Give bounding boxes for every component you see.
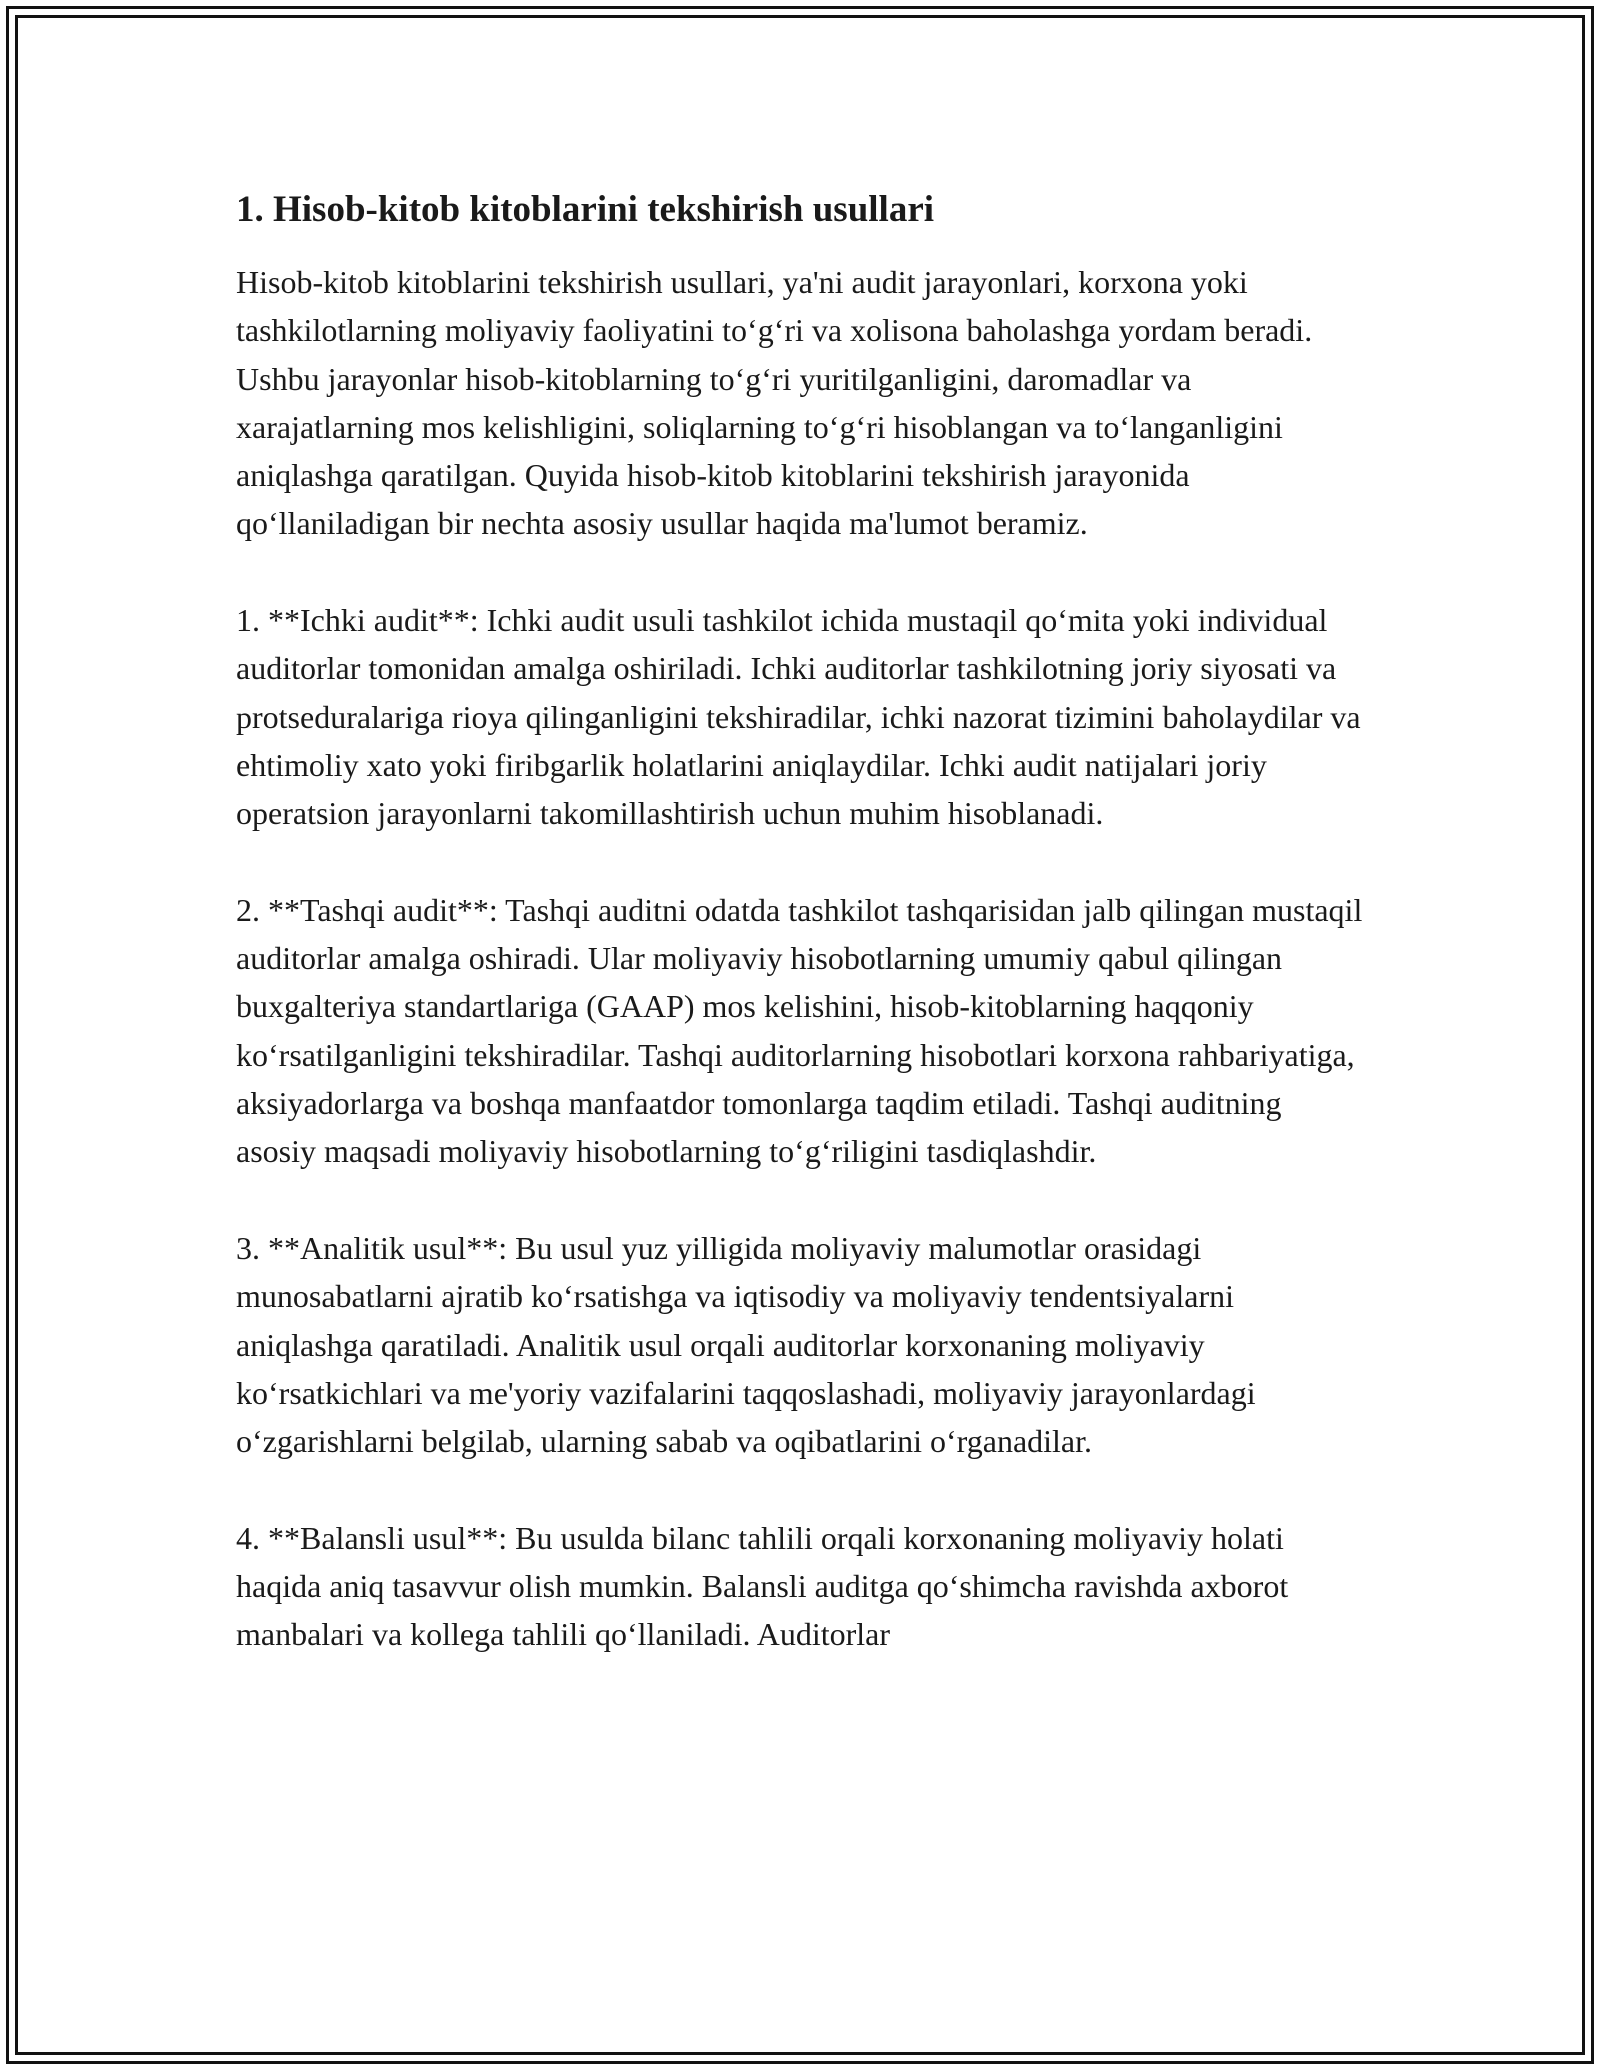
paragraph-external-audit: 2. **Tashqi audit**: Tashqi auditni odatda tashkilot tashqarisidan jalb qilingan mustaqil auditorlar amalga oshiradi. Ular moliyaviy hisobotlarning umumiy qabul qilingan buxgalteriya standartlariga (GAAP) mos kelishini, hisob-kitoblarning haqqoniy ko‘rsatilganligini tekshiradilar. Tashqi auditorlarning hisobotlari korxona rahbariyatiga, aksiyadorlarga va boshqa manfaatdor tomonlarga taqdim etiladi. Tashqi auditning asosiy maqsadi moliyaviy hisobotlarning to‘g‘riligini tasdiqlashdir. [236,891,1363,1170]
paragraph-analytic-method: 3. **Analitik usul**: Bu usul yuz yilligida moliyaviy malumotlar orasidagi munosabatlarni ajratib ko‘rsatishga va iqtisodiy va moliyaviy tendentsiyalarni aniqlashga qaratiladi. Analitik usul orqali auditorlar korxonaning moliyaviy ko‘rsatkichlari va me'yoriy vazifalarini taqqoslashadi, moliyaviy jarayonlardagi o‘zgarishlarni belgilab, ularning sabab va oqibatlarini o‘rganadilar. [236,1229,1256,1460]
section-heading: 1. Hisob-kitob kitoblarini tekshirish usullari [236,189,935,230]
paragraph-balance-method: 4. **Balansli usul**: Bu usulda bilanc tahlili orqali korxonaning moliyaviy holati haqida aniq tasavvur olish mumkin. Balansli auditga qo‘shimcha ravishda axborot manbalari va kollega tahlili qo‘llaniladi. Auditorlar [236,1519,1289,1653]
document-body [236,186,1366,1659]
paragraph-internal-audit: 1. **Ichki audit**: Ichki audit usuli tashkilot ichida mustaqil qo‘mita yoki individual auditorlar tomonidan amalga oshiriladi. Ichki auditorlar tashkilotning joriy siyosati va protseduralariga rioya qilinganligini tekshiradilar, ichki nazorat tizimini baholaydilar va ehtimoliy xato yoki firibgarlik holatlarini aniqlaydilar. Ichki audit natijalari joriy operatsion jarayonlarni takomillashtirish uchun muhim hisoblanadi. [236,602,1361,832]
intro-paragraph: Hisob-kitob kitoblarini tekshirish usullari, ya'ni audit jarayonlari, korxona yoki tashkilotlarning moliyaviy faoliyatini to‘g‘ri va xolisona baholashga yordam beradi. Ushbu jarayonlar hisob-kitoblarning to‘g‘ri yuritilganligini, daromadlar va xarajatlarning mos kelishligini, soliqlarning to‘g‘ri hisoblangan va to‘langanligini aniqlashga qaratilgan. Quyida hisob-kitob kitoblarini tekshirish jarayonida qo‘llaniladigan bir nechta asosiy usullar haqida ma'lumot beramiz. [236,264,1313,542]
